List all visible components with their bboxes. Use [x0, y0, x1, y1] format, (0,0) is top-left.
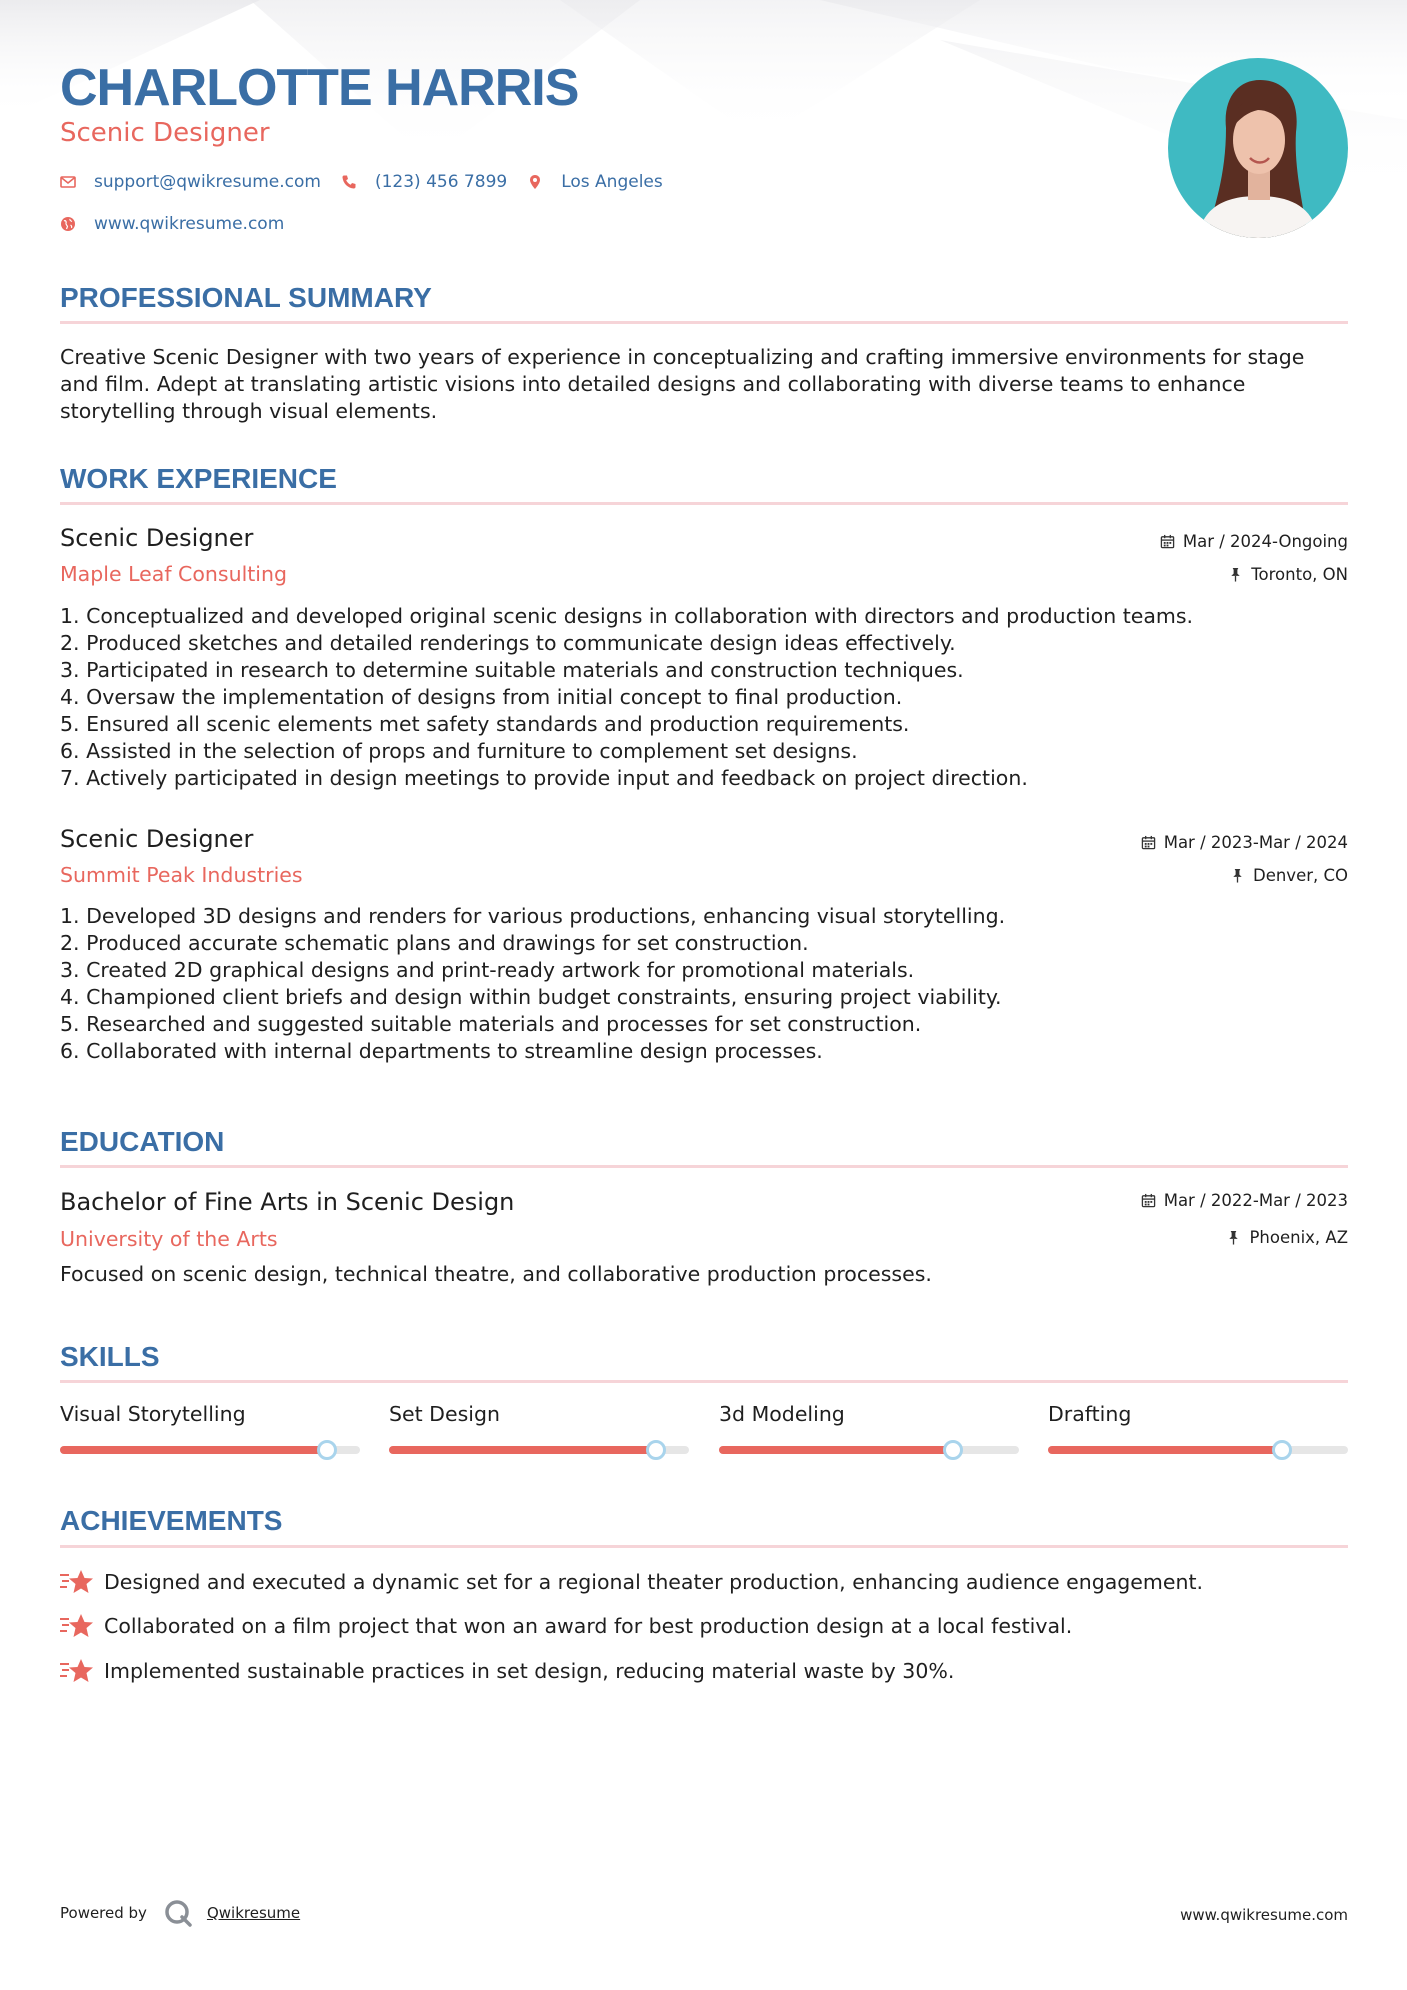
pin-icon	[1226, 1230, 1241, 1245]
skill-bar-fill	[60, 1446, 327, 1454]
skill-name: 3d Modeling	[719, 1402, 845, 1426]
skill-item	[1048, 1402, 1348, 1430]
globe-icon	[60, 216, 76, 232]
section-divider	[60, 1380, 1348, 1383]
email-text: support@qwikresume.com	[94, 172, 321, 192]
skill-bar-knob	[1272, 1440, 1292, 1460]
pin-icon	[1228, 567, 1243, 582]
job-bullets	[60, 903, 1348, 1065]
star-icon	[60, 1612, 94, 1640]
education-description: Focused on scenic design, technical theatre, and collaborative production processes.	[60, 1262, 932, 1286]
achievement-item	[60, 1612, 1072, 1640]
resume-page	[60, 0, 1348, 1990]
calendar-icon	[1141, 1193, 1156, 1208]
list-item: 4. Championed client briefs and design within budget constraints, ensuring project viability.	[60, 985, 1002, 1009]
list-item: 3. Participated in research to determine suitable materials and construction techniques.	[60, 658, 964, 682]
job-date-text: Mar / 2023-Mar / 2024	[1163, 833, 1348, 852]
achievement-text: Collaborated on a film project that won an award for best production design at a local festival.	[104, 1614, 1073, 1638]
section-divider	[60, 1165, 1348, 1168]
qwikresume-logo-icon	[163, 1898, 193, 1928]
calendar-icon	[1160, 534, 1175, 549]
envelope-icon	[60, 174, 76, 190]
job-location	[1228, 565, 1348, 584]
contact-row-2	[60, 214, 304, 234]
education-date-text: Mar / 2022-Mar / 2023	[1163, 1191, 1348, 1210]
skill-item	[60, 1402, 360, 1430]
job-location-text: Denver, CO	[1252, 866, 1348, 885]
contact-row-1	[60, 172, 683, 192]
list-item: 7. Actively participated in design meetings to provide input and feedback on project direction.	[60, 766, 1028, 790]
location-text: Los Angeles	[561, 172, 663, 192]
achievement-item	[60, 1657, 954, 1685]
education-location-text: Phoenix, AZ	[1249, 1228, 1348, 1247]
job-bullets	[60, 603, 1348, 792]
job-date	[1160, 532, 1348, 551]
powered-by-label: Powered by	[60, 1904, 147, 1922]
brand-link[interactable]: Qwikresume	[206, 1904, 301, 1922]
candidate-name: CHARLOTTE HARRIS	[60, 59, 579, 117]
skill-bar-fill	[1048, 1446, 1282, 1454]
skill-bar-knob	[646, 1440, 666, 1460]
company-name: Maple Leaf Consulting	[60, 562, 288, 586]
job-title: Scenic Designer	[60, 524, 254, 552]
summary-line: and film. Adept at translating artistic visions into detailed designs and collaborating with diverse teams to enhance	[60, 372, 1246, 396]
section-divider	[60, 1545, 1348, 1548]
skill-item	[719, 1402, 1019, 1430]
contact-email[interactable]	[60, 172, 321, 192]
list-item: 5. Researched and suggested suitable materials and processes for set construction.	[60, 1012, 922, 1036]
section-title-summary: PROFESSIONAL SUMMARY	[60, 282, 432, 313]
company-name: Summit Peak Industries	[60, 863, 303, 887]
section-divider	[60, 321, 1348, 324]
skill-bar-knob	[943, 1440, 963, 1460]
list-item: 6. Assisted in the selection of props and furniture to complement set designs.	[60, 739, 858, 763]
summary-line: Creative Scenic Designer with two years of experience in conceptualizing and crafting immersive environments for stage	[60, 345, 1305, 369]
section-title-achievements: ACHIEVEMENTS	[60, 1505, 283, 1536]
school-name: University of the Arts	[60, 1227, 278, 1251]
skill-item	[389, 1402, 689, 1430]
contact-website[interactable]	[60, 214, 284, 234]
list-item: 4. Oversaw the implementation of designs from initial concept to final production.	[60, 685, 903, 709]
skill-name: Drafting	[1048, 1402, 1132, 1426]
skill-name: Set Design	[389, 1402, 500, 1426]
footer-powered-by	[60, 1898, 300, 1928]
skill-name: Visual Storytelling	[60, 1402, 246, 1426]
skill-bar	[1048, 1446, 1348, 1454]
section-title-education: EDUCATION	[60, 1126, 225, 1157]
contact-phone[interactable]	[341, 172, 507, 192]
section-title-skills: SKILLS	[60, 1341, 160, 1372]
skill-bar	[719, 1446, 1019, 1454]
calendar-icon	[1141, 835, 1156, 850]
skill-bar-fill	[389, 1446, 656, 1454]
star-icon	[60, 1568, 94, 1596]
footer-website[interactable]: www.qwikresume.com	[1180, 1906, 1348, 1924]
section-divider	[60, 502, 1348, 505]
list-item: 2. Produced sketches and detailed renderings to communicate design ideas effectively.	[60, 631, 956, 655]
list-item: 1. Developed 3D designs and renders for various productions, enhancing visual storytelling.	[60, 904, 1006, 928]
skill-bar	[60, 1446, 360, 1454]
achievement-text: Designed and executed a dynamic set for a regional theater production, enhancing audience engagement.	[104, 1570, 1204, 1594]
job-date-text: Mar / 2024-Ongoing	[1182, 532, 1348, 551]
list-item: 3. Created 2D graphical designs and print-ready artwork for promotional materials.	[60, 958, 915, 982]
job-location	[1230, 866, 1348, 885]
skill-bar	[389, 1446, 689, 1454]
achievement-item	[60, 1568, 1203, 1596]
education-location	[1226, 1228, 1348, 1247]
education-date	[1141, 1191, 1348, 1210]
job-title: Scenic Designer	[60, 825, 254, 853]
skill-bar-fill	[719, 1446, 953, 1454]
list-item: 6. Collaborated with internal departments to streamline design processes.	[60, 1039, 823, 1063]
profile-photo	[1168, 58, 1348, 238]
star-icon	[60, 1657, 94, 1685]
phone-text: (123) 456 7899	[374, 172, 508, 192]
phone-icon	[341, 174, 357, 190]
map-marker-icon	[527, 174, 543, 190]
skill-bar-knob	[317, 1440, 337, 1460]
achievement-text: Implemented sustainable practices in set design, reducing material waste by 30%.	[104, 1659, 955, 1683]
degree-title: Bachelor of Fine Arts in Scenic Design	[60, 1188, 515, 1216]
list-item: 1. Conceptualized and developed original scenic designs in collaboration with directors and production teams.	[60, 604, 1194, 628]
pin-icon	[1230, 868, 1245, 883]
website-text: www.qwikresume.com	[94, 214, 285, 234]
job-date	[1141, 833, 1348, 852]
summary-line: storytelling through visual elements.	[60, 399, 438, 423]
section-title-experience: WORK EXPERIENCE	[60, 463, 337, 494]
summary-text	[60, 344, 1348, 425]
contact-location	[527, 172, 663, 192]
candidate-role: Scenic Designer	[60, 118, 270, 148]
list-item: 2. Produced accurate schematic plans and drawings for set construction.	[60, 931, 809, 955]
list-item: 5. Ensured all scenic elements met safety standards and production requirements.	[60, 712, 910, 736]
job-location-text: Toronto, ON	[1251, 565, 1348, 584]
